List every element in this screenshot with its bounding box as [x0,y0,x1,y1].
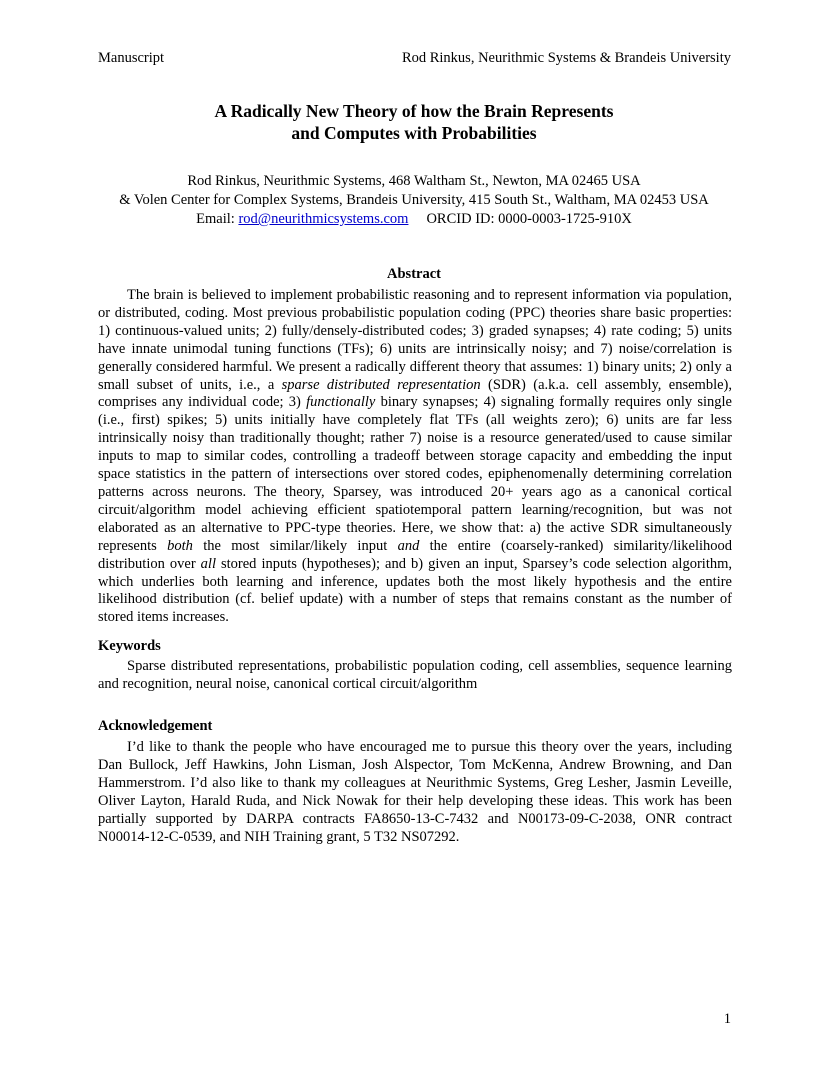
page-number: 1 [723,1011,731,1027]
email-link[interactable]: rod@neurithmicsystems.com [238,211,409,227]
title-line-1: A Radically New Theory of how the Brain Represents [214,101,614,121]
abstract-text-2: (SDR) (a.k.a. cell assembly, ensemble), comprises any individual code; 3) [98,376,732,411]
abstract-text-5: the entire (coarsely-ranked) similarity/likelihood distribution over [98,537,733,572]
running-header-right: Rod Rinkus, Neurithmic Systems & Brandeis University [401,50,731,66]
keywords-body: Sparse distributed representations, probabilistic population coding, cell assemblies, sequence learning and recognition, neural noise, canonical cortical circuit/algorithm [98,658,732,692]
acknowledgement-body: I’d like to thank the people who have encouraged me to pursue this theory over the years, including Dan Bullock, Jeff Hawkins, John Lisman, Josh Alspector, Tom McKenna, Andrew Browning, and Dan Hammerstrom. I’d also like to thank my colleagues at Neurithmic Systems, Greg Lesher, Jasmin Leveille, Oliver Layton, Harald Ruda, and Nick Nowak for their help developing these ideas. This work has been partially supported by DARPA contracts FA8650-13-C-7432 and N00173-09-C-2038, ONR contract N00014-12-C-0539, and NIH Training grant, 5 T32 NS07292. [98,739,732,845]
author-block [0,172,828,229]
abstract-emphasis-4: and [397,537,420,554]
paper-title [0,100,828,144]
running-header-left: Manuscript [98,50,165,66]
abstract-emphasis-1: sparse distributed representation [281,376,481,393]
abstract-body [98,287,732,627]
abstract-emphasis-2: functionally [306,394,376,411]
keywords-heading: Keywords [98,638,161,654]
abstract-text-4: the most similar/likely input [192,537,398,554]
acknowledgement-heading: Acknowledgement [98,718,213,734]
author-affiliation-1: Rod Rinkus, Neurithmic Systems, 468 Waltham St., Newton, MA 02465 USA [187,173,641,189]
author-affiliation-2: & Volen Center for Complex Systems, Brandeis University, 415 South St., Waltham, MA 02453 USA [119,192,709,208]
abstract-heading: Abstract [387,266,441,282]
abstract-text-6: stored inputs (hypotheses); and b) given an input, Sparsey’s code selection algorithm, which underlies both learning and inference, updates both the most likely hypothesis and the entire likelihood distribution (cf. belief update) with a number of steps that remains constant as the number of stored items increases. [98,555,733,626]
orcid-id: ORCID ID: 0000-0003-1725-910X [426,211,632,227]
contact-line [0,210,828,229]
abstract-emphasis-3: both [167,537,193,554]
abstract-emphasis-5: all [200,555,216,572]
abstract-text-1: The brain is believed to implement probabilistic reasoning and to represent information via population, or distributed, coding. Most previous probabilistic population coding (PPC) theories share basic properties: 1) continuous-valued units; 2) fully/densely-distributed codes; 3) graded synapses; 4) rate coding; 5) units have innate unimodal tuning functions (TFs); 6) units are intrinsically noisy; and 7) noise/correlation is generally considered harmful. We present a radically different theory that assumes: 1) binary units; 2) only a small subset of units, i.e., a [98,287,732,393]
email-label: Email: [196,211,239,227]
abstract-text-3: binary synapses; 4) signaling formally requires only single (i.e., first) spikes; 5) units initially have completely flat TFs (all weights zero); 6) units are far less intrinsically noisy than traditionally thought; rather 7) noise is a resource generated/used to cause similar inputs to map to similar codes, controlling a tradeoff between storage capacity and embedding the input space statistics in the pattern of intersections over stored codes, epiphenomenally determining correlation patterns across neurons. The theory, Sparsey, was introduced 20+ years ago as a canonical cortical circuit/algorithm model achieving efficient spatiotemporal pattern learning/recognition, but was not elaborated as an alternative to PPC-type theories. Here, we show that: a) the active SDR simultaneously represents [98,394,732,554]
title-line-2: and Computes with Probabilities [291,123,537,143]
